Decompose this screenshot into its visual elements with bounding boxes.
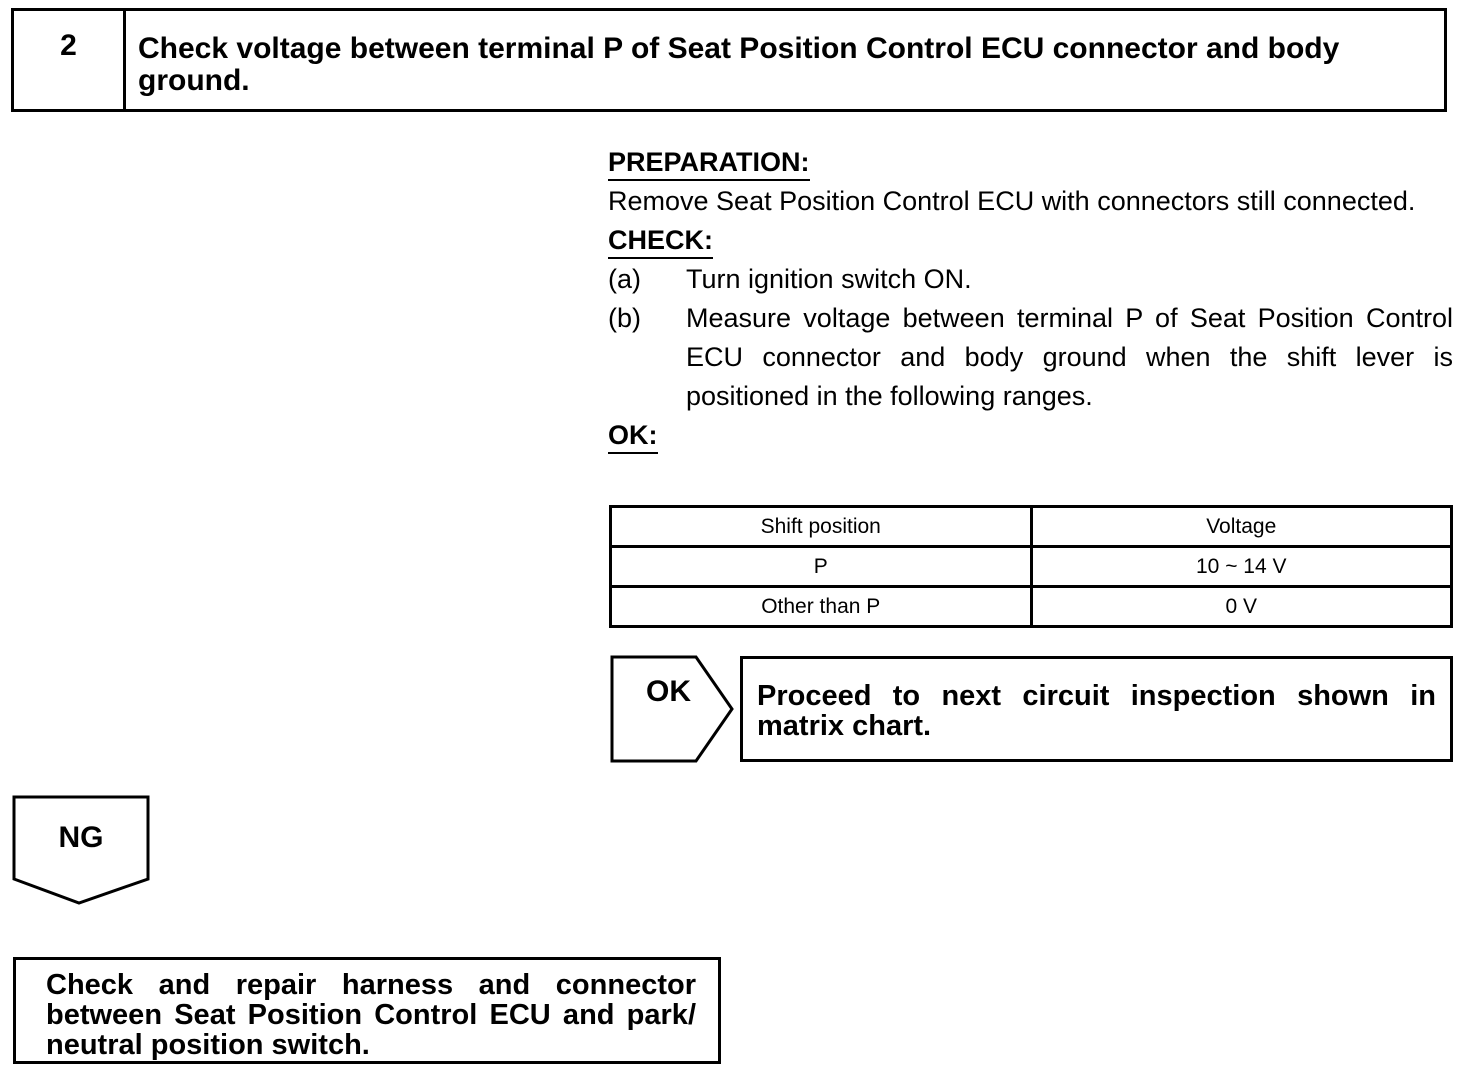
check-item-text: Measure voltage between terminal P of Seat Position Control ECU connector and body ground when the shift lever is positioned in the following ranges. xyxy=(686,303,1453,411)
check-item-b xyxy=(608,299,1453,416)
ng-tag-label: NG xyxy=(58,821,104,854)
ok-branch-tag xyxy=(610,655,736,770)
ng-branch-tag xyxy=(12,795,152,912)
table-header-cell: Shift position xyxy=(611,507,1032,547)
table-cell: Other than P xyxy=(611,587,1032,627)
table-row xyxy=(611,547,1452,587)
table-cell: 0 V xyxy=(1031,587,1452,627)
table-header-cell: Voltage xyxy=(1031,507,1452,547)
step-header xyxy=(11,8,1447,112)
ok-spec-table xyxy=(609,505,1453,628)
table-header-row xyxy=(611,507,1452,547)
ok-arrow-shape xyxy=(610,655,736,765)
ng-result-box: Check and repair harness and connector between Seat Position Control ECU and park/ neutral position switch. xyxy=(13,957,721,1064)
table-row xyxy=(611,587,1452,627)
ok-tag-label: OK xyxy=(646,675,691,708)
instructions xyxy=(608,143,1453,455)
table-cell: 10 ~ 14 V xyxy=(1031,547,1452,587)
check-item-a xyxy=(608,260,1453,299)
check-item-letter: (b) xyxy=(608,303,641,333)
ok-result-box: Proceed to next circuit inspection shown in matrix chart. xyxy=(740,656,1453,762)
ok-spec-label: OK: xyxy=(608,418,658,454)
preparation-label: PREPARATION: xyxy=(608,145,810,181)
check-item-letter: (a) xyxy=(608,264,641,294)
step-title: Check voltage between terminal P of Seat Position Control ECU connector and body ground. xyxy=(138,32,1340,97)
table-cell: P xyxy=(611,547,1032,587)
check-item-text: Turn ignition switch ON. xyxy=(686,264,972,294)
preparation-text: Remove Seat Position Control ECU with connectors still connected. xyxy=(608,186,1416,216)
step-number: 2 xyxy=(14,11,126,109)
check-label: CHECK: xyxy=(608,223,713,259)
